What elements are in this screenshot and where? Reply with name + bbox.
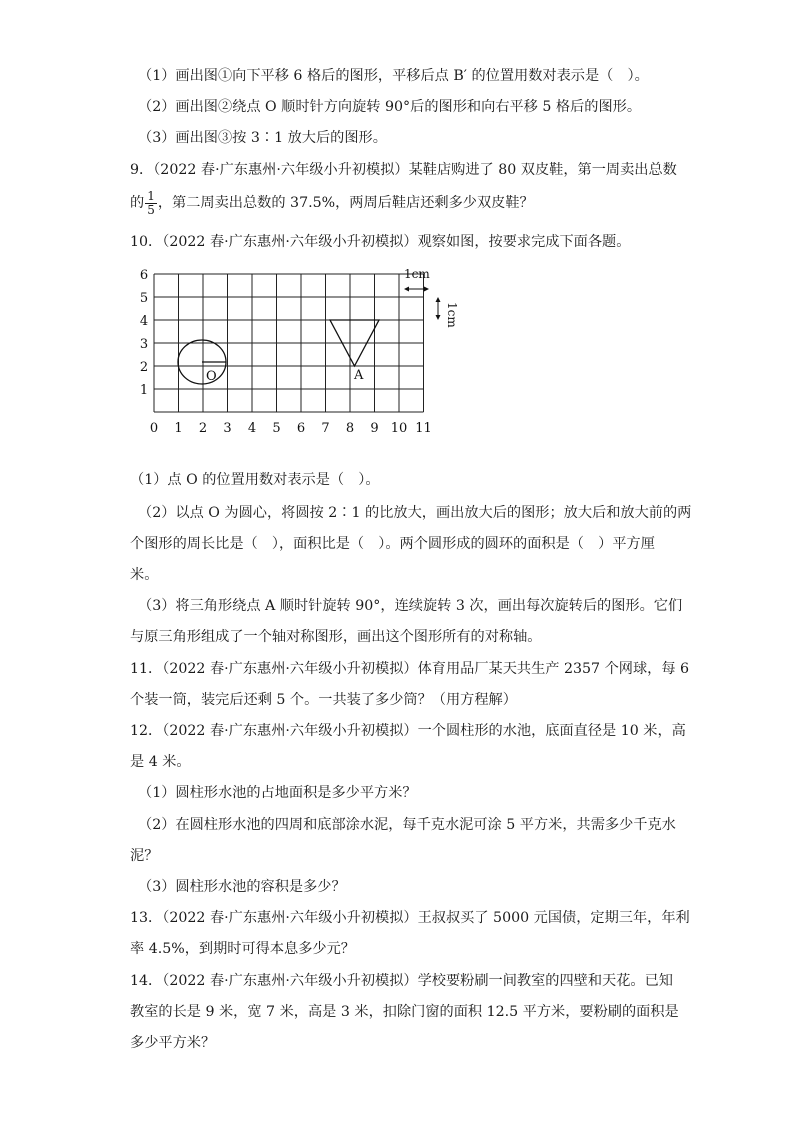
q9-line1: 9．（2022 春·广东惠州·六年级小升初模拟）某鞋店购进了 80 双皮鞋，第一周卖出总数 bbox=[130, 162, 677, 178]
x-axis-tick-label: 4 bbox=[247, 421, 257, 436]
scale-arrowhead-down bbox=[436, 315, 441, 320]
point-a-label: A bbox=[354, 368, 364, 383]
grid-lines bbox=[154, 274, 424, 412]
x-axis-tick-label: 7 bbox=[321, 421, 330, 436]
q10-part3-line1: （3）将三角形绕点 A 顺时针旋转 90°，连续旋转 3 次，画出每次旋转后的图形。它们 bbox=[138, 598, 683, 614]
scale-arrowhead-right bbox=[424, 287, 429, 292]
q9-text-b: ，第二周卖出总数的 37.5%，两周后鞋店还剩多少双皮鞋？ bbox=[157, 195, 534, 211]
q8-part2: （2）画出图②绕点 O 顺时针方向旋转 90°后的图形和向右平移 5 格后的图形。 bbox=[138, 99, 642, 115]
q10-part3-line2: 与原三角形组成了一个轴对称图形，画出这个图形所有的对称轴。 bbox=[130, 629, 542, 645]
q14-line3: 多少平方米？ bbox=[130, 1035, 216, 1051]
x-axis-tick-label: 6 bbox=[296, 421, 306, 436]
x-axis-tick-label: 2 bbox=[198, 421, 208, 436]
q12-part3: （3）圆柱形水池的容积是多少？ bbox=[138, 879, 346, 895]
y-axis-tick-label: 3 bbox=[139, 337, 149, 352]
x-axis-tick-label: 1 bbox=[174, 421, 183, 436]
q14-line2: 教室的长是 9 米，宽 7 米，高是 3 米，扣除门窗的面积 12.5 平方米，要粉刷的面积是 bbox=[130, 1004, 679, 1020]
q13-line1: 13．（2022 春·广东惠州·六年级小升初模拟）王叔叔买了 5000 元国债，定期三年，年利 bbox=[130, 910, 690, 926]
coordinate-grid-figure bbox=[130, 262, 470, 458]
q9-text-a: 的 bbox=[130, 195, 145, 211]
fraction-one-fifth bbox=[145, 190, 157, 217]
x-axis-tick-label: 8 bbox=[345, 421, 355, 436]
x-axis-tick-label: 5 bbox=[272, 421, 281, 436]
x-axis-tick-label: 3 bbox=[223, 421, 232, 436]
scale-vertical-label: 1cm bbox=[445, 302, 459, 328]
q11-line1: 11．（2022 春·广东惠州·六年级小升初模拟）体育用品厂某天共生产 2357 个网球，每 6 bbox=[130, 661, 690, 677]
q12-line2: 是 4 米。 bbox=[130, 754, 191, 770]
q10-part2-line1: （2）以点 O 为圆心，将圆按 2∶1 的比放大，画出放大后的图形；放大后和放大前的两 bbox=[138, 505, 692, 521]
q12-part2-line1: （2）在圆柱形水池的四周和底部涂水泥，每千克水泥可涂 5 平方米，共需多少千克水 bbox=[138, 817, 676, 833]
x-axis-tick-label: 11 bbox=[415, 421, 432, 436]
x-axis-tick-label: 10 bbox=[390, 421, 408, 436]
q13-line2: 率 4.5%，到期时可得本息多少元？ bbox=[130, 941, 355, 957]
q8-part3: （3）画出图③按 3∶1 放大后的图形。 bbox=[138, 130, 387, 146]
y-axis-tick-label: 4 bbox=[139, 314, 149, 329]
point-o-label: O bbox=[206, 369, 217, 384]
y-axis-tick-label: 6 bbox=[139, 268, 149, 283]
q9-line2 bbox=[130, 188, 534, 218]
scale-arrowhead-up bbox=[436, 297, 441, 302]
q10-title: 10．（2022 春·广东惠州·六年级小升初模拟）观察如图，按要求完成下面各题。 bbox=[130, 234, 631, 250]
fraction-numerator: 1 bbox=[147, 188, 155, 203]
scale-horizontal-label: 1cm bbox=[404, 267, 430, 281]
q11-line2: 个装一筒，装完后还剩 5 个。一共装了多少筒？（用方程解） bbox=[130, 692, 517, 708]
q10-part1: （1）点 O 的位置用数对表示是（ ）。 bbox=[130, 472, 380, 488]
y-axis-tick-label: 2 bbox=[139, 360, 149, 375]
q10-part2-line3: 米。 bbox=[130, 567, 159, 583]
q10-part2-line2: 个图形的周长比是（ ），面积比是（ ）。两个圆形成的圆环的面积是（ ）平方厘 bbox=[130, 536, 655, 552]
q8-part1: （1）画出图①向下平移 6 格后的图形，平移后点 B′ 的位置用数对表示是（ ）。 bbox=[138, 68, 649, 84]
scale-arrowhead-left bbox=[404, 287, 409, 292]
q12-part2-line2: 泥？ bbox=[130, 848, 159, 864]
x-axis-tick-label: 9 bbox=[370, 421, 379, 436]
fraction-denominator: 5 bbox=[147, 202, 155, 217]
y-axis-tick-label: 1 bbox=[139, 383, 149, 398]
y-axis-tick-label: 5 bbox=[139, 291, 149, 306]
axis-labels bbox=[140, 268, 432, 436]
q12-line1: 12．（2022 春·广东惠州·六年级小升初模拟）一个圆柱形的水池，底面直径是 10 米，高 bbox=[130, 723, 686, 739]
q14-line1: 14．（2022 春·广东惠州·六年级小升初模拟）学校要粉刷一间教室的四壁和天花。已知 bbox=[130, 973, 673, 989]
q12-part1: （1）圆柱形水池的占地面积是多少平方米？ bbox=[138, 785, 417, 801]
x-axis-tick-label: 0 bbox=[149, 421, 159, 436]
